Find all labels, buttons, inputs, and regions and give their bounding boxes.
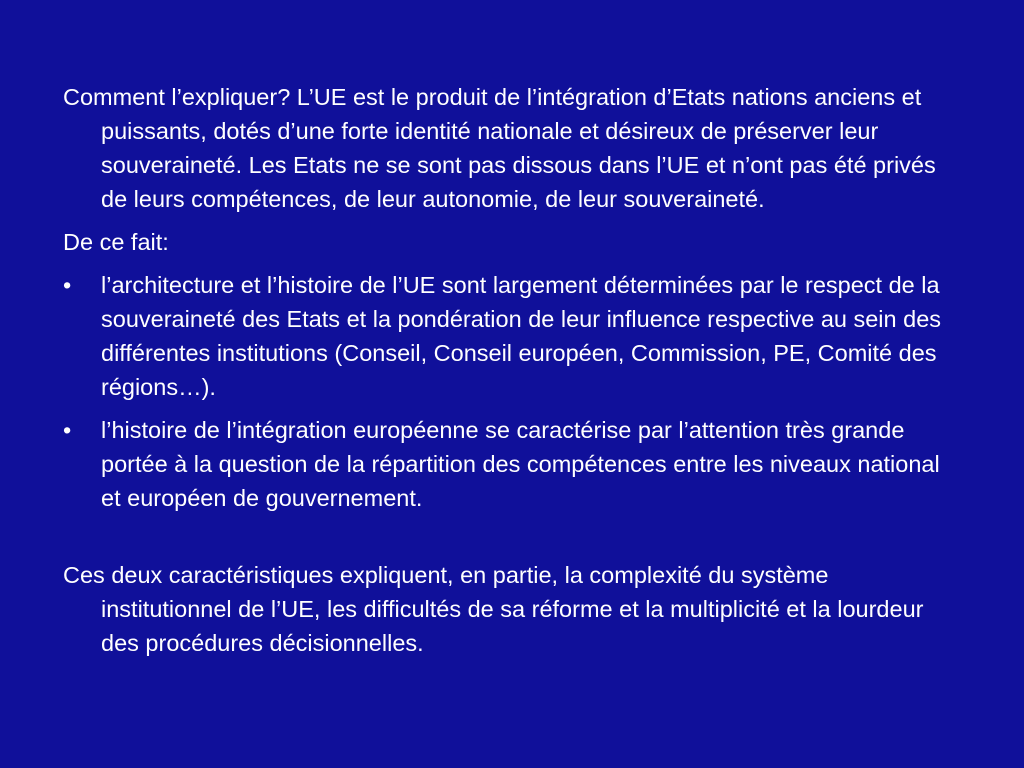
bullet-icon: • (63, 417, 72, 443)
bullet-text: l’histoire de l’intégration européenne se caractérise par l’attention très grande portée à la question de la répartition des compétences entre les niveaux national et européen de gouvernement. (101, 417, 940, 511)
conclusion-paragraph: Ces deux caractéristiques expliquent, en partie, la complexité du système institutionnel de l’UE, les difficultés de sa réforme et la multiplicité et la lourdeur des procédures décisionnelles. (63, 562, 924, 656)
bullet-text: l’architecture et l’histoire de l’UE sont largement déterminées par le respect de la souveraineté des Etats et la pondération de leur influence respective au sein des différentes institutions (Conseil, Conseil européen, Commission, PE, Comité des régions…). (101, 272, 942, 400)
bullet-icon: • (63, 272, 72, 298)
intro-paragraph: Comment l’expliquer? L’UE est le produit de l’intégration d’Etats nations anciens et puissants, dotés d’une forte identité nationale et désireux de préserver leur souveraineté. Les Etats ne se sont pas dissous dans l’UE et n’ont pas été privés de leurs compétences, de leur autonomie, de leur souveraineté. (63, 84, 936, 212)
transition-paragraph: De ce fait: (63, 229, 169, 255)
slide-body (63, 80, 963, 669)
bullet-item-architecture (63, 268, 963, 404)
spacer (63, 524, 963, 558)
bullet-item-history (63, 413, 963, 515)
